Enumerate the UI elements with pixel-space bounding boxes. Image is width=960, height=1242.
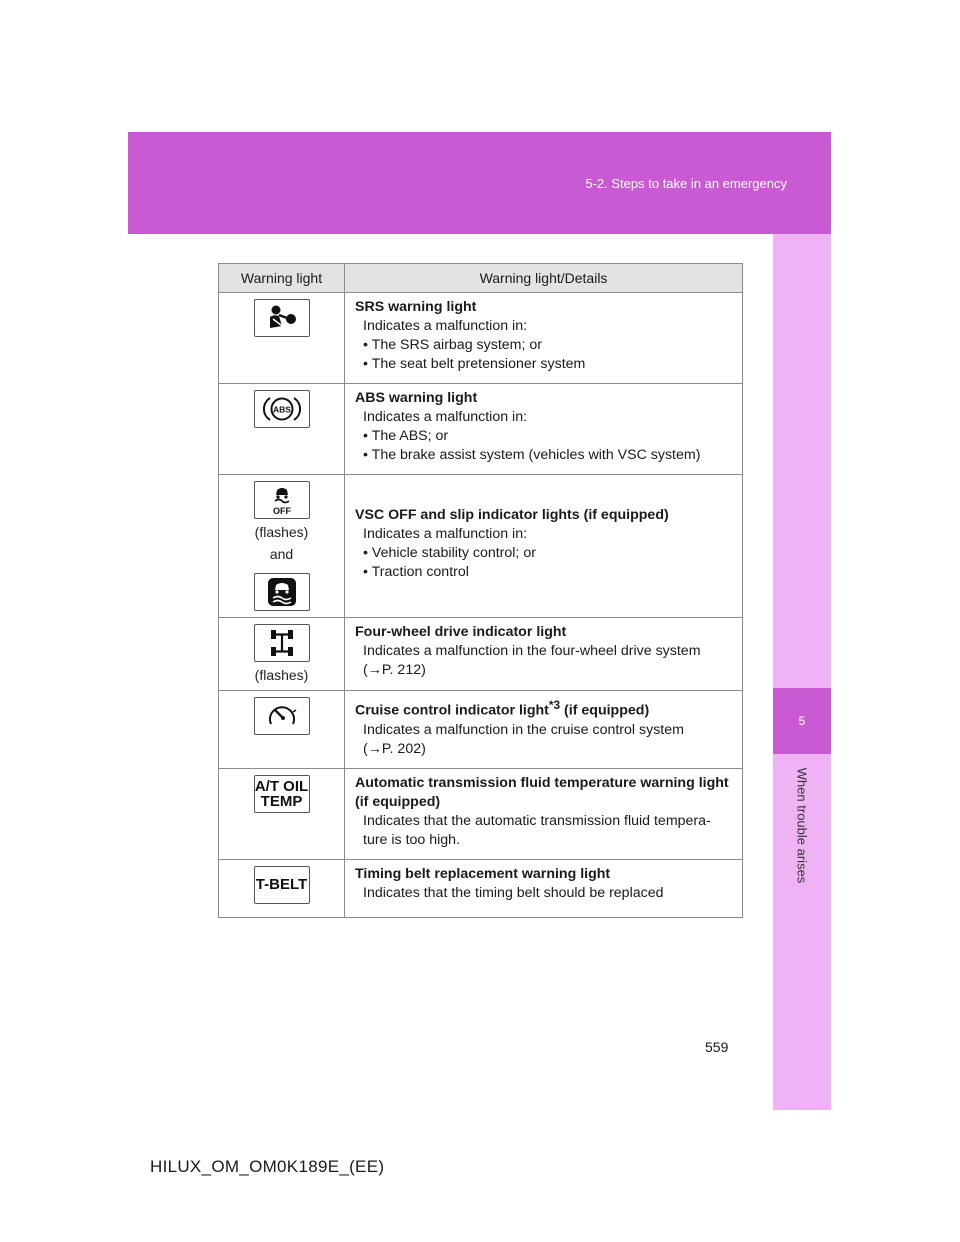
detail-line: Indicates that the automatic transmission fluid tempera- — [363, 812, 711, 829]
icon-caption: (flashes) — [254, 667, 309, 683]
details-cell — [345, 475, 743, 618]
light-title: ABS warning light — [355, 390, 478, 406]
detail-line: ture is too high. — [363, 831, 461, 848]
icon-cell — [219, 691, 345, 769]
table-header-row — [219, 264, 743, 293]
details-cell — [345, 384, 743, 475]
document-code: HILUX_OM_OM0K189E_(EE) — [150, 1157, 385, 1176]
light-title-main: Cruise control indicator light — [355, 702, 549, 719]
detail-line: • The brake assist system (vehicles with VSC system) — [363, 447, 701, 463]
icon-cell — [219, 384, 345, 475]
light-title: VSC OFF and slip indicator lights (if equipped) — [355, 507, 669, 523]
detail-line: • Vehicle stability control; or — [363, 545, 536, 561]
table-row — [219, 384, 743, 475]
icon-cell — [219, 859, 345, 917]
abs-icon-text: ABS — [272, 404, 291, 415]
icon-caption-and: and — [269, 546, 294, 562]
table-row — [219, 475, 743, 618]
cruise-control-icon — [254, 697, 310, 735]
details-cell — [345, 859, 743, 917]
table-row — [219, 768, 743, 859]
detail-line: (→P. 202) — [363, 740, 426, 757]
icon-cell — [219, 618, 345, 691]
footnote-marker: *3 — [548, 698, 561, 712]
vsc-off-icon-text: OFF — [272, 506, 291, 516]
detail-line: Indicates that the timing belt should be replaced — [363, 884, 664, 901]
srs-airbag-icon — [254, 299, 310, 337]
vsc-off-icon — [254, 481, 310, 519]
detail-line: (→P. 212) — [363, 662, 426, 678]
temp-icon-text: TEMP — [260, 792, 303, 810]
details-cell — [345, 691, 743, 769]
table-row — [219, 293, 743, 384]
light-title: SRS warning light — [355, 299, 477, 315]
section-title: 5-2. Steps to take in an emergency — [585, 176, 787, 191]
detail-line: • The seat belt pretensioner system — [363, 356, 586, 372]
at-oil-icon-text: A/T OIL — [254, 777, 309, 795]
details-cell — [345, 768, 743, 859]
chapter-number: 5 — [773, 688, 831, 754]
light-title: Timing belt replacement warning light — [355, 865, 611, 882]
t-belt-icon — [254, 866, 310, 904]
at-oil-temp-icon — [254, 775, 310, 813]
detail-line: • Traction control — [363, 564, 469, 580]
abs-icon — [254, 390, 310, 428]
column-header-details: Warning light/Details — [345, 264, 743, 293]
light-title-suffix: (if equipped) — [560, 702, 650, 719]
detail-line: Indicates a malfunction in the cruise control system — [363, 721, 684, 738]
chapter-title-box — [773, 760, 831, 890]
column-header-warning-light: Warning light — [219, 264, 345, 293]
detail-line: Indicates a malfunction in: — [363, 526, 528, 542]
table-row — [219, 691, 743, 769]
icon-caption: (flashes) — [254, 524, 309, 540]
icon-cell — [219, 768, 345, 859]
warning-light-table — [218, 263, 743, 918]
detail-line: Indicates a malfunction in: — [363, 318, 528, 334]
detail-line: • The ABS; or — [363, 428, 449, 444]
table-row — [219, 859, 743, 917]
icon-cell — [219, 293, 345, 384]
light-title: Automatic transmission fluid temperature warning light (if equipped) — [355, 774, 729, 810]
four-wheel-drive-icon — [254, 624, 310, 662]
slip-indicator-icon — [254, 573, 310, 611]
chapter-title: When trouble arises — [794, 767, 810, 883]
light-title — [355, 696, 732, 721]
icon-cell — [219, 475, 345, 618]
page-number: 559 — [705, 1039, 729, 1055]
header-bar — [128, 132, 831, 234]
detail-line: Indicates a malfunction in: — [363, 409, 528, 425]
detail-line: Indicates a malfunction in the four-wheel drive system — [363, 643, 701, 659]
t-belt-icon-text: T-BELT — [255, 876, 308, 894]
table-row — [219, 618, 743, 691]
details-cell — [345, 293, 743, 384]
detail-line: • The SRS airbag system; or — [363, 337, 542, 353]
details-cell — [345, 618, 743, 691]
chapter-side-tab — [773, 234, 831, 1110]
light-title: Four-wheel drive indicator light — [355, 624, 567, 640]
